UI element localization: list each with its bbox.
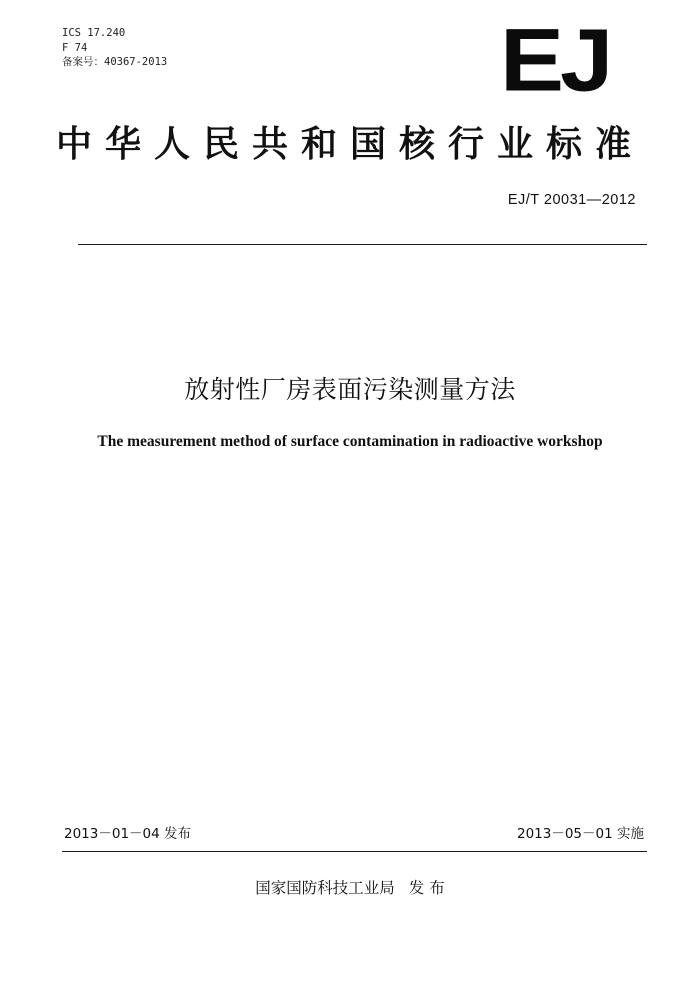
ej-logo: EJ (500, 10, 610, 110)
classification-block (62, 26, 167, 70)
implementation-date: 2013－05－01 实施 (516, 826, 644, 842)
top-divider (78, 244, 647, 245)
ics-code: ICS 17.240 (62, 27, 126, 39)
issue-date: 2013－01－04 发布 (64, 826, 192, 842)
standard-type-heading: 中华人民共和国核行业标准 (55, 124, 644, 165)
publish-label: 发 布 (408, 879, 445, 897)
issuer-line (0, 876, 700, 898)
class-code: F 74 (62, 41, 88, 54)
document-title-chinese: 放射性厂房表面污染测量方法 (184, 375, 516, 404)
standard-number: EJ/T 20031—2012 (507, 192, 636, 208)
document-title-english: The measurement method of surface contamination in radioactive workshop (97, 433, 603, 450)
issuing-authority: 国家国防科技工业局 (255, 879, 395, 897)
record-number: 备案号：40367-2013 (62, 56, 168, 68)
bottom-divider (62, 851, 647, 852)
